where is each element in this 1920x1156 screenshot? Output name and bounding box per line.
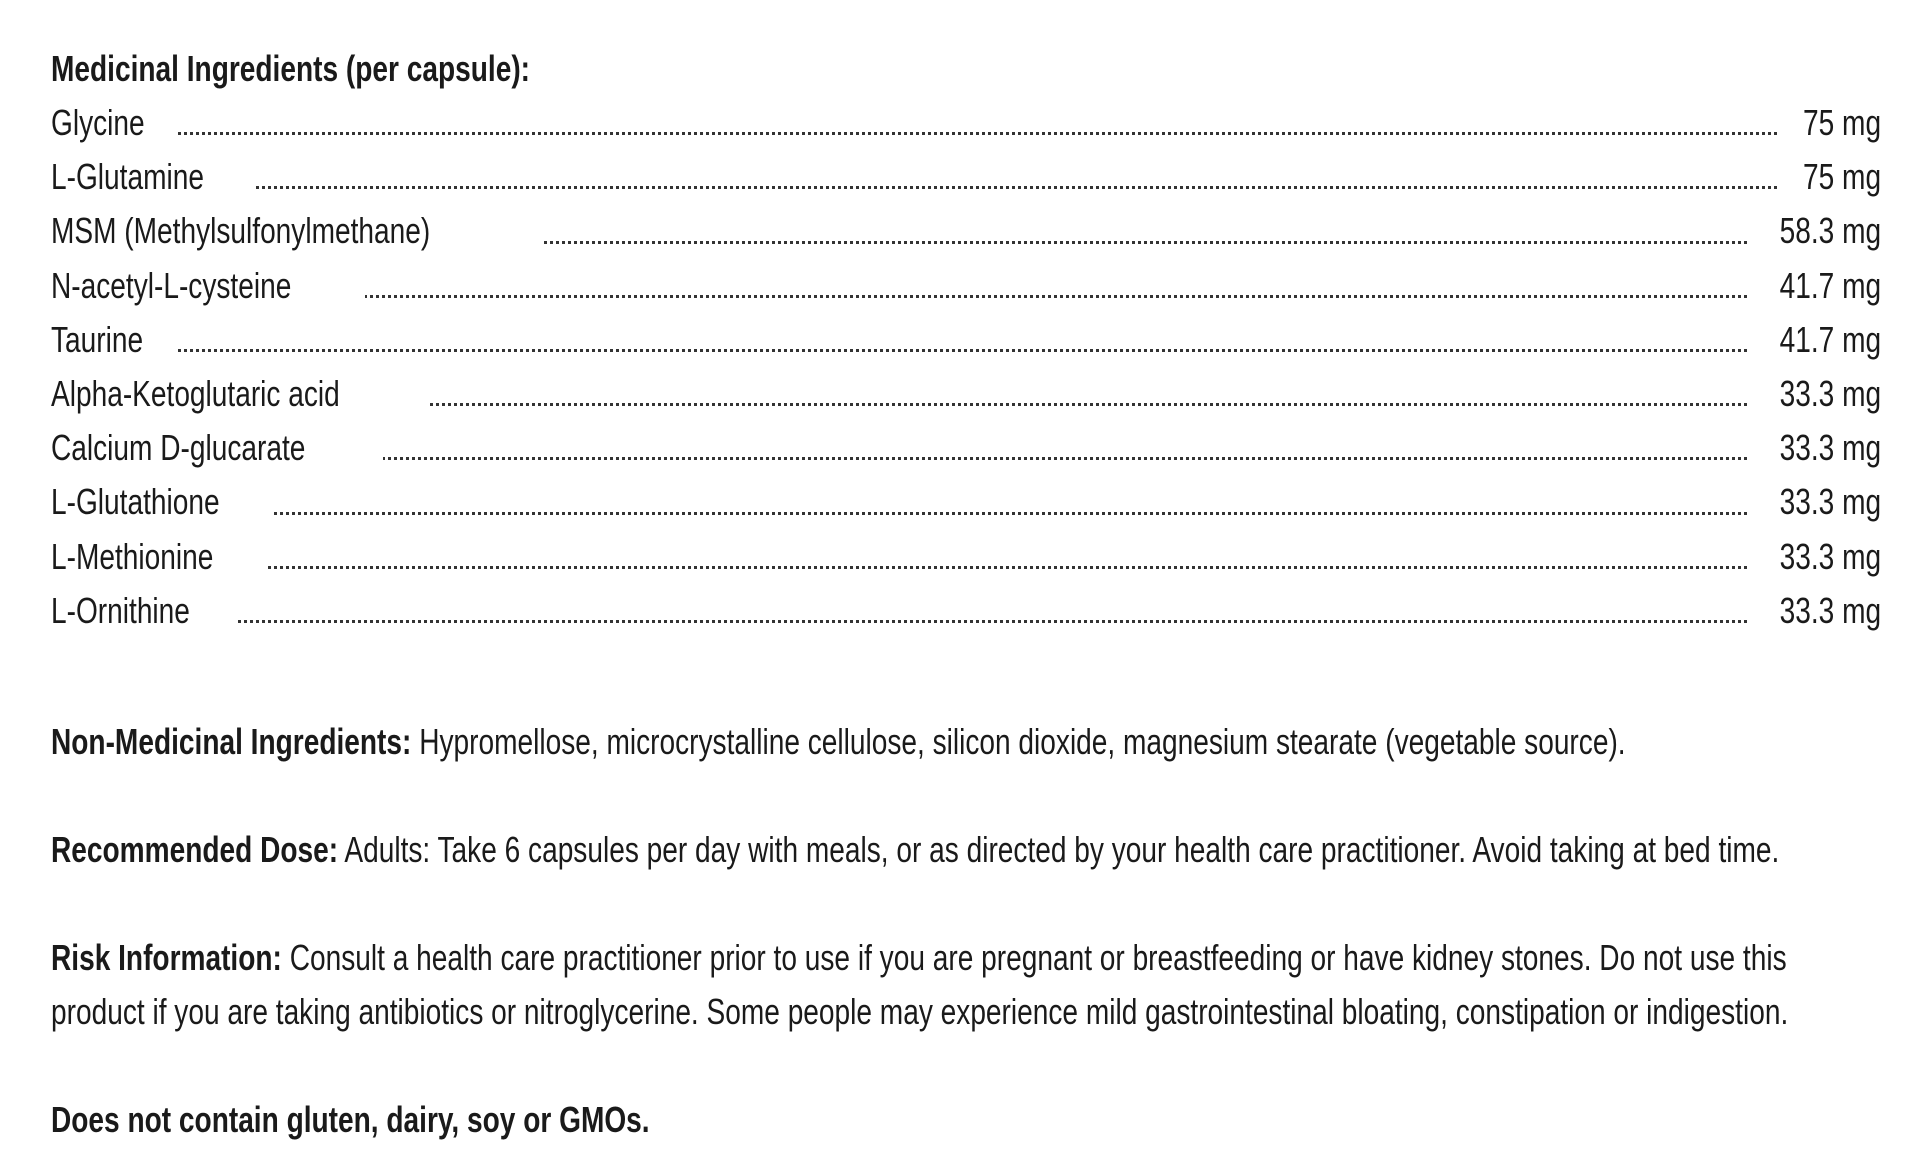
ingredient-name-text: Taurine	[51, 318, 144, 360]
dot-leader	[51, 186, 1881, 189]
ingredient-amount	[1747, 259, 1881, 313]
ingredient-row	[51, 259, 1881, 313]
dot-leader	[51, 512, 1881, 515]
dose-line	[51, 823, 1779, 877]
recommended-dose	[51, 823, 1920, 877]
ingredient-name-text: L-Ornithine	[51, 589, 190, 631]
ingredient-amount	[1777, 96, 1881, 150]
ingredient-row	[51, 584, 1881, 638]
ingredient-amount-text: 58.3 mg	[1779, 210, 1881, 252]
risk-text-line-1: Consult a health care practitioner prior to use if you are pregnant or breastfeeding or have kidney stones. Do not use this	[289, 937, 1787, 978]
ingredient-amount-text: 33.3 mg	[1779, 589, 1881, 631]
ingredient-name-text: L-Glutamine	[51, 156, 204, 198]
ingredient-row	[51, 421, 1881, 475]
ingredient-amount	[1747, 367, 1881, 421]
dot-leader	[51, 132, 1881, 135]
ingredient-amount-text: 75 mg	[1802, 156, 1881, 198]
ingredient-amount-text: 33.3 mg	[1779, 427, 1881, 469]
dot-leader	[51, 349, 1881, 352]
ingredient-name	[51, 475, 273, 529]
ingredient-amount	[1747, 313, 1881, 367]
risk-label: Risk Information:	[51, 937, 282, 978]
ingredient-amount	[1747, 204, 1881, 258]
ingredient-amount-text: 41.7 mg	[1779, 264, 1881, 306]
non-medicinal-line	[51, 715, 1626, 769]
ingredient-name	[51, 259, 365, 313]
risk-line-1	[51, 931, 1787, 985]
ingredient-name-text: Alpha-Ketoglutaric acid	[51, 372, 340, 414]
ingredient-row	[51, 204, 1881, 258]
label-content	[51, 42, 1881, 1140]
ingredient-row	[51, 475, 1881, 529]
ingredient-name-text: Glycine	[51, 102, 145, 143]
ingredient-amount-text: 41.7 mg	[1779, 318, 1881, 360]
risk-text-line-2: product if you are taking antibiotics or nitroglycerine. Some people may experience mild gastrointestinal bloating, constipation or indigestion.	[51, 991, 1789, 1032]
ingredient-name-text: L-Glutathione	[51, 481, 220, 523]
ingredient-row	[51, 313, 1881, 367]
medicinal-ingredients-list	[51, 96, 1881, 638]
ingredient-name	[51, 530, 265, 584]
dose-label: Recommended Dose:	[51, 829, 339, 870]
allergen-statement	[51, 1093, 818, 1147]
medicinal-heading-text: Medicinal Ingredients (per capsule):	[51, 48, 531, 89]
ingredient-amount	[1747, 475, 1881, 529]
ingredient-name	[51, 584, 235, 638]
ingredient-row	[51, 367, 1881, 421]
non-medicinal-text: Hypromellose, microcrystalline cellulose, silicon dioxide, magnesium stearate (vegetable source).	[419, 721, 1626, 762]
ingredient-name	[51, 204, 543, 258]
ingredient-amount-text: 33.3 mg	[1779, 372, 1881, 414]
allergen-statement-text: Does not contain gluten, dairy, soy or GMOs.	[51, 1099, 650, 1140]
medicinal-ingredients-heading	[51, 42, 1881, 96]
ingredient-name-text: L-Methionine	[51, 535, 214, 577]
ingredient-amount	[1747, 584, 1881, 638]
ingredient-name	[51, 367, 427, 421]
ingredient-name-text: MSM (Methylsulfonylmethane)	[51, 210, 431, 252]
dose-text: Adults: Take 6 capsules per day with meals, or as directed by your health care practitioner. Avoid taking at bed time.	[344, 829, 1780, 870]
ingredient-amount-text: 33.3 mg	[1779, 481, 1881, 523]
non-medicinal-label: Non-Medicinal Ingredients:	[51, 721, 412, 762]
risk-line-2	[51, 985, 1788, 1039]
ingredient-name	[51, 421, 383, 475]
dot-leader	[51, 566, 1881, 569]
non-medicinal-ingredients	[51, 715, 1920, 769]
ingredient-name	[51, 313, 175, 367]
ingredient-amount	[1747, 421, 1881, 475]
ingredient-amount	[1747, 530, 1881, 584]
ingredient-amount-text: 75 mg	[1802, 102, 1881, 143]
ingredient-row	[51, 96, 1881, 150]
ingredient-row	[51, 150, 1881, 204]
ingredient-row	[51, 530, 1881, 584]
dot-leader	[51, 620, 1881, 623]
risk-information	[51, 931, 1920, 1039]
ingredient-name-text: N-acetyl-L-cysteine	[51, 264, 292, 306]
ingredient-amount-text: 33.3 mg	[1779, 535, 1881, 577]
ingredient-name	[51, 150, 253, 204]
ingredient-name-text: Calcium D-glucarate	[51, 427, 306, 469]
ingredient-amount	[1777, 150, 1881, 204]
ingredient-name	[51, 96, 177, 150]
